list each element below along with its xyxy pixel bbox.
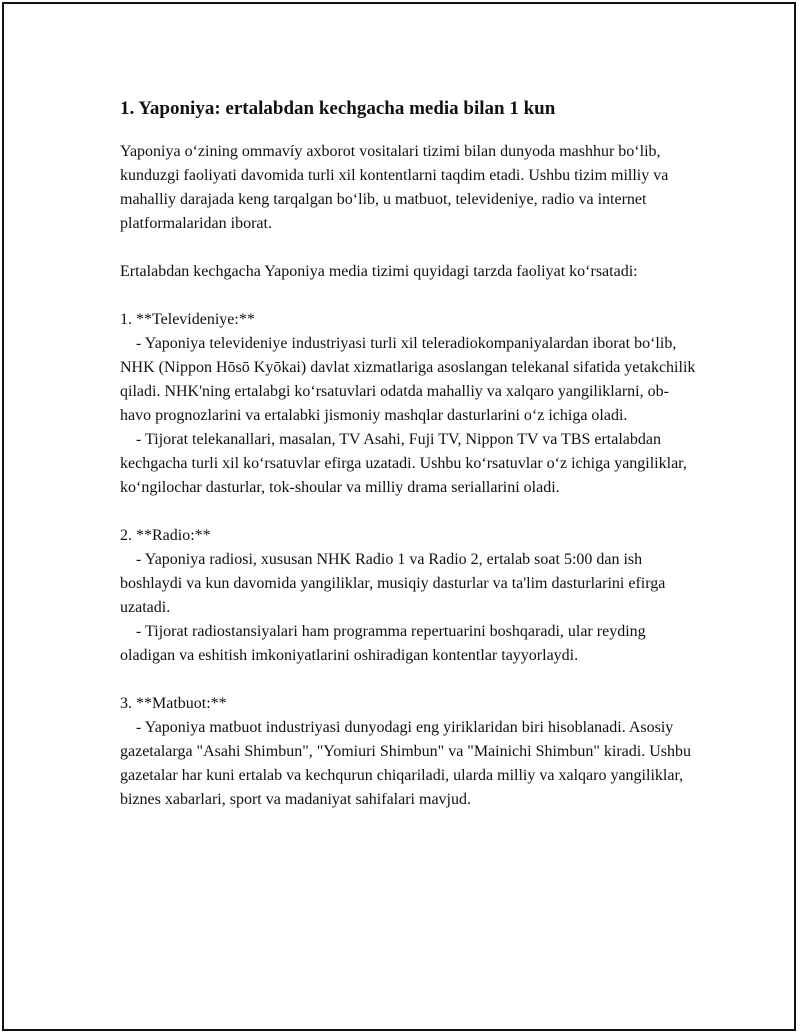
- section-heading-press: 3. **Matbuot:**: [120, 695, 227, 712]
- paragraph-gap: [120, 500, 700, 524]
- television-item-2: - Tijorat telekanallari, masalan, TV Asahi, Fuji TV, Nippon TV va TBS ertalabdan kechgacha turli xil koʻrsatuvlar efirga uzatadi. Ushbu koʻrsatuvlar oʻz ichiga yangiliklar, koʻngilochar dasturlar, tok-shoular va milliy drama seriallarini oladi.: [120, 431, 691, 496]
- section-radio: [120, 524, 700, 668]
- television-item-1: - Yaponiya televideniye industriyasi turli xil teleradiokompaniyalardan iborat boʻlib, NHK (Nippon Hōsō Kyōkai) davlat xizmatlariga asoslangan telekanal sifatida yetakchilik qiladi. NHK'ning ertalabgi koʻrsatuvlari odatda mahalliy va xalqaro yangiliklarni, ob-havo prognozlarini va ertalabki jismoniy mashqlar dasturlarini oʻz ichiga oladi.: [120, 335, 700, 424]
- intro-paragraph-1: Yaponiya oʻzining ommavíy axborot vositalari tizimi bilan dunyoda mashhur boʻlib, kunduzgi faoliyati davomida turli xil kontentlarni taqdim etadi. Ushbu tizim milliy va mahalliy darajada keng tarqalgan boʻlib, u matbuot, televideniye, radio va internet platformalaridan iborat.: [120, 143, 669, 232]
- paragraph-gap: [120, 236, 700, 260]
- document-body: [120, 96, 700, 812]
- section-press: [120, 692, 700, 812]
- page-frame: [2, 2, 796, 1031]
- document-title: 1. Yaponiya: ertalabdan kechgacha media bilan 1 kun: [120, 98, 556, 119]
- section-heading-television: 1. **Televideniye:**: [120, 311, 255, 328]
- intro-paragraph-2: Ertalabdan kechgacha Yaponiya media tizimi quyidagi tarzda faoliyat koʻrsatadi:: [120, 263, 638, 280]
- press-item-1: - Yaponiya matbuot industriyasi dunyodagi eng yiriklaridan biri hisoblanadi. Asosiy gazetalarga "Asahi Shimbun", "Yomiuri Shimbun" va "Mainichi Shimbun" kiradi. Ushbu gazetalar har kuni ertalab va kechqurun chiqariladi, ularda milliy va xalqaro yangiliklar, biznes xabarlari, sport va madaniyat sahifalari mavjud.: [120, 719, 696, 808]
- paragraph-gap: [120, 284, 700, 308]
- radio-item-2: - Tijorat radiostansiyalari ham programma repertuarini boshqaradi, ular reyding oladigan va eshitish imkoniyatlarini oshiradigan kontentlar tayyorlaydi.: [120, 623, 650, 664]
- paragraph-gap: [120, 668, 700, 692]
- section-heading-radio: 2. **Radio:**: [120, 527, 211, 544]
- radio-item-1: - Yaponiya radiosi, xususan NHK Radio 1 va Radio 2, ertalab soat 5:00 dan ish boshlaydi va kun davomida yangiliklar, musiqiy dasturlar va ta'lim dasturlarini efirga uzatadi.: [120, 551, 670, 616]
- section-television: [120, 308, 700, 500]
